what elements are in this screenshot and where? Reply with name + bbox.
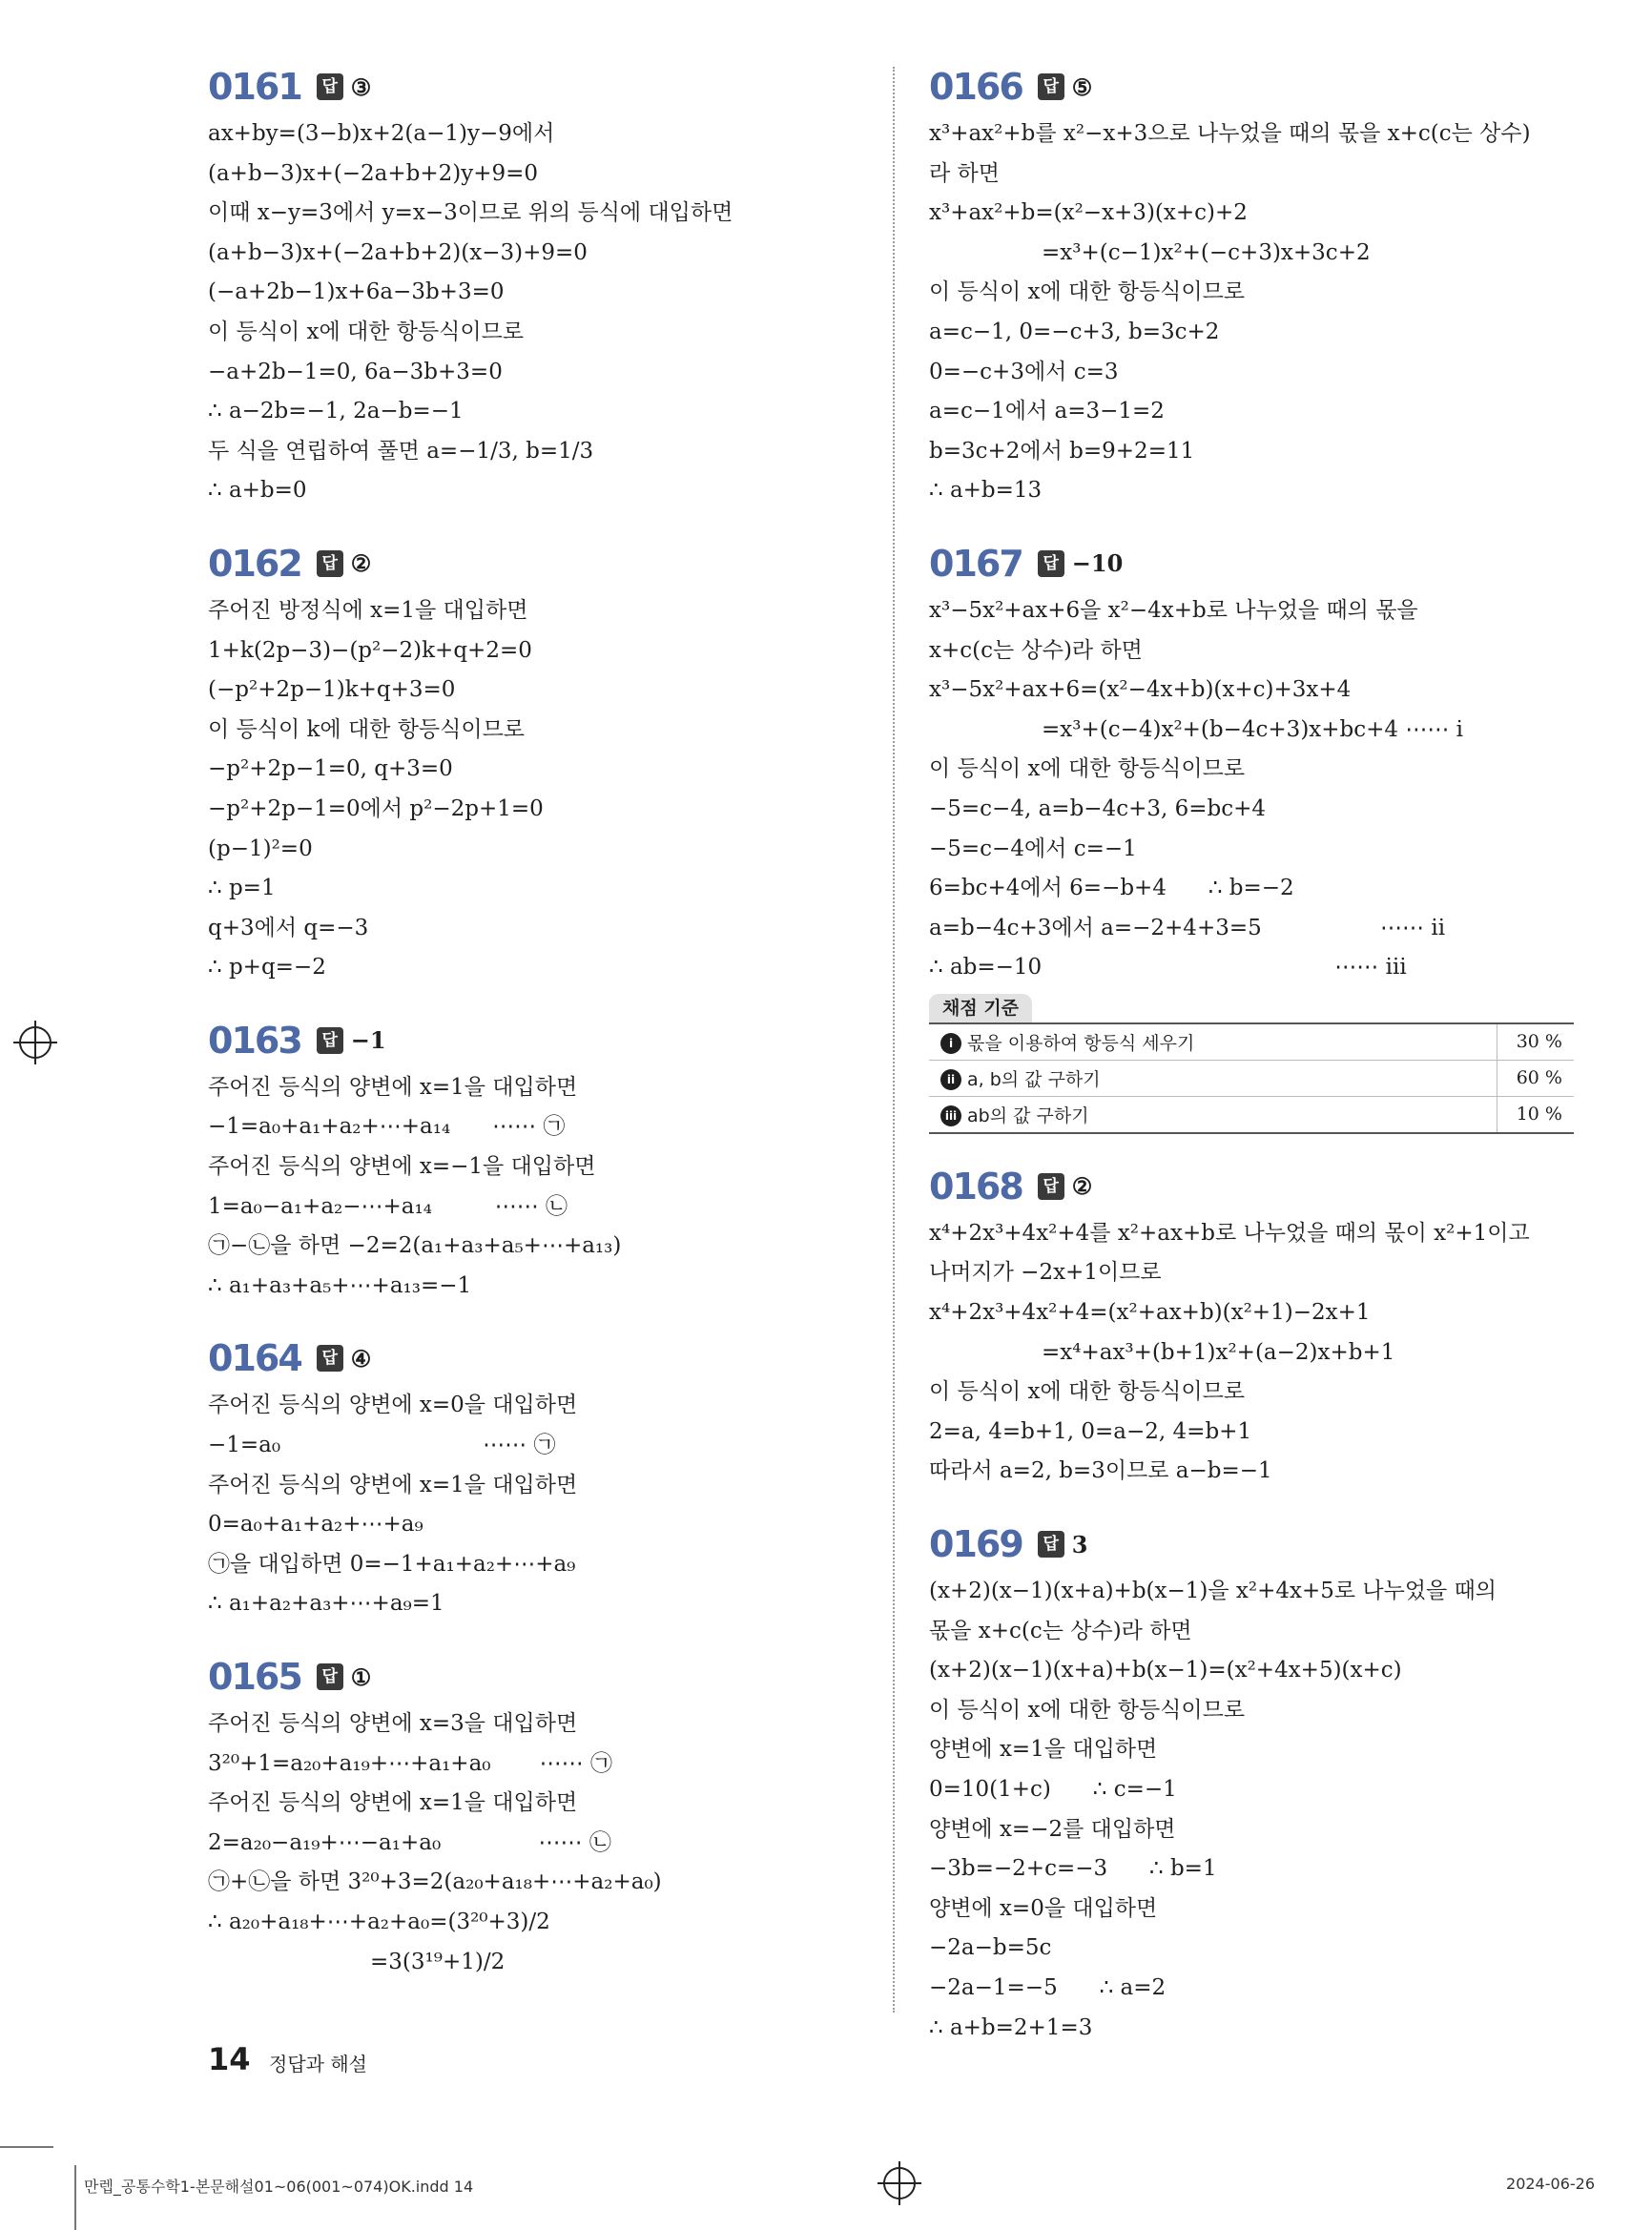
solution-line: ∴ ab=−10 ⋯⋯ ⅲ	[929, 955, 1407, 981]
solution-line: 양변에 x=1을 대입하면	[929, 1737, 1158, 1763]
page-number: 14	[208, 2041, 251, 2077]
solution-line: 주어진 등식의 양변에 x=1을 대입하면	[208, 1074, 578, 1100]
solution-line: x+c(c는 상수)라 하면	[929, 637, 1143, 663]
solution-line: 이 등식이 k에 대한 항등식이므로	[208, 716, 526, 742]
grading-percent: 60 %	[1497, 1060, 1575, 1096]
answer: ④	[350, 1344, 372, 1373]
grading-table	[929, 1022, 1574, 1134]
problem-number: 0163	[208, 1019, 301, 1062]
problem-number: 0168	[929, 1165, 1022, 1208]
grading-criterion	[929, 1096, 1497, 1133]
answer: ②	[1071, 1172, 1093, 1201]
answer-tag: 답	[1038, 1173, 1064, 1200]
solution-line: (x+2)(x−1)(x+a)+b(x−1)을 x²+4x+5로 나누었을 때의	[929, 1579, 1497, 1604]
problem-number: 0169	[929, 1523, 1022, 1566]
problem-0164	[208, 1331, 895, 1624]
solution-line: b=3c+2에서 b=9+2=11	[929, 438, 1195, 464]
solution-line: (a+b−3)x+(−2a+b+2)(x−3)+9=0	[208, 239, 588, 265]
grading-row	[929, 1096, 1574, 1133]
problem-0168	[929, 1159, 1578, 1492]
solution-line: 라 하면	[929, 160, 1000, 186]
solution-line: −5=c−4에서 c=−1	[929, 836, 1137, 861]
solution-line: 2=a₂₀−a₁₉+⋯−a₁+a₀ ⋯⋯ ㉡	[208, 1829, 611, 1855]
solution-line: ∴ p+q=−2	[208, 955, 326, 981]
grading-title: 채점 기준	[929, 994, 1032, 1022]
solution-line: −1=a₀+a₁+a₂+⋯+a₁₄ ⋯⋯ ㉠	[208, 1114, 566, 1140]
registration-mark-icon	[19, 1026, 52, 1059]
solution-line: −a+2b−1=0, 6a−3b+3=0	[208, 359, 503, 384]
solution-line: 양변에 x=0을 대입하면	[929, 1895, 1158, 1921]
problem-0166	[929, 59, 1578, 511]
answer: ⑤	[1071, 72, 1093, 101]
step-badge-icon: iii	[940, 1105, 961, 1126]
grading-label: a, b의 값 구하기	[967, 1068, 1101, 1090]
solution-line: x³−5x²+ax+6=(x²−4x+b)(x+c)+3x+4	[929, 677, 1352, 703]
problem-0161	[208, 59, 895, 511]
solution-line: x³−5x²+ax+6을 x²−4x+b로 나누었을 때의 몫을	[929, 597, 1418, 623]
grading-criterion	[929, 1060, 1497, 1096]
solution-line: 0=10(1+c) ∴ c=−1	[929, 1777, 1177, 1802]
answer-tag: 답	[317, 1345, 343, 1372]
grading-row	[929, 1023, 1574, 1061]
answer: ③	[350, 72, 372, 101]
solution-line: =x³+(c−1)x²+(−c+3)x+3c+2	[1042, 239, 1371, 265]
solution-line: ∴ a₂₀+a₁₈+⋯+a₂+a₀=(3²⁰+3)/2	[208, 1909, 550, 1934]
answer: ②	[350, 549, 372, 578]
solution-line: ∴ a−2b=−1, 2a−b=−1	[208, 399, 464, 424]
solution-line: x³+ax²+b=(x²−x+3)(x+c)+2	[929, 200, 1248, 226]
solution-line: −3b=−2+c=−3 ∴ b=1	[929, 1856, 1217, 1882]
solution-line: −p²+2p−1=0에서 p²−2p+1=0	[208, 795, 544, 821]
solution-line: 6=bc+4에서 6=−b+4 ∴ b=−2	[929, 876, 1294, 901]
solution-line: 0=−c+3에서 c=3	[929, 359, 1119, 384]
solution-line: a=b−4c+3에서 a=−2+4+3=5 ⋯⋯ ⅱ	[929, 915, 1446, 940]
grading-criterion	[929, 1023, 1497, 1061]
problem-header	[208, 1013, 895, 1068]
problem-number: 0164	[208, 1337, 301, 1380]
answer: −10	[1071, 549, 1124, 578]
solution-line: ∴ a+b=2+1=3	[929, 2014, 1093, 2040]
answer-tag: 답	[317, 1027, 343, 1054]
problem-header	[208, 1649, 895, 1704]
problem-header	[929, 1517, 1578, 1572]
problem-number: 0165	[208, 1656, 301, 1698]
solution-line: 주어진 등식의 양변에 x=1을 대입하면	[208, 1790, 578, 1816]
solution-line: 이 등식이 x에 대한 항등식이므로	[929, 1379, 1246, 1405]
solution-line: 주어진 등식의 양변에 x=−1을 대입하면	[208, 1154, 596, 1180]
problem-0167	[929, 536, 1578, 1134]
solution-line: −p²+2p−1=0, q+3=0	[208, 756, 453, 782]
problem-header	[208, 59, 895, 114]
solution-line: 나머지가 −2x+1이므로	[929, 1260, 1162, 1286]
answer: 3	[1071, 1530, 1088, 1559]
step-badge-icon: ii	[940, 1069, 961, 1090]
problem-0165	[208, 1649, 895, 1982]
problem-0169	[929, 1517, 1578, 2048]
problem-number: 0167	[929, 542, 1022, 585]
solution-line: (p−1)²=0	[208, 836, 313, 861]
file-slug: 만렙_공통수학1-본문해설01~06(001~074)OK.indd 14	[84, 2178, 474, 2196]
solution-line: −2a−1=−5 ∴ a=2	[929, 1974, 1167, 2000]
grading-percent: 30 %	[1497, 1023, 1575, 1061]
problem-header	[929, 59, 1578, 114]
answer-tag: 답	[317, 1663, 343, 1690]
solution-line: ∴ p=1	[208, 876, 276, 901]
solution-line: 0=a₀+a₁+a₂+⋯+a₉	[208, 1512, 423, 1538]
grading-row	[929, 1060, 1574, 1096]
answer-tag: 답	[317, 550, 343, 577]
solution-line: 1=a₀−a₁+a₂−⋯+a₁₄ ⋯⋯ ㉡	[208, 1193, 568, 1219]
solution-line: ∴ a+b=13	[929, 478, 1043, 504]
solution-line: ㉠을 대입하면 0=−1+a₁+a₂+⋯+a₉	[208, 1551, 576, 1577]
solution-line: −5=c−4, a=b−4c+3, 6=bc+4	[929, 795, 1267, 821]
solution-line: 따라서 a=2, b=3이므로 a−b=−1	[929, 1458, 1272, 1484]
solution-line: 이 등식이 x에 대한 항등식이므로	[929, 1697, 1246, 1723]
grading-criteria	[929, 994, 1574, 1134]
solution-line: 이때 x−y=3에서 y=x−3이므로 위의 등식에 대입하면	[208, 200, 733, 226]
problem-0162	[208, 536, 895, 988]
answer: ①	[350, 1662, 372, 1691]
solution-line: ax+by=(3−b)x+2(a−1)y−9에서	[208, 121, 555, 146]
solution-line: (−a+2b−1)x+6a−3b+3=0	[208, 279, 505, 305]
solution-line: x³+ax²+b를 x²−x+3으로 나누었을 때의 몫을 x+c(c는 상수)	[929, 121, 1531, 146]
solution-line: 이 등식이 x에 대한 항등식이므로	[208, 319, 525, 344]
solution-line: ∴ a₁+a₃+a₅+⋯+a₁₃=−1	[208, 1272, 472, 1298]
problem-header	[929, 536, 1578, 591]
answer-tag: 답	[1038, 73, 1064, 100]
solution-line: a=c−1에서 a=3−1=2	[929, 399, 1165, 424]
crop-mark	[74, 2165, 76, 2230]
problem-number: 0166	[929, 66, 1022, 108]
solution-line: 두 식을 연립하여 풀면 a=−1/3, b=1/3	[208, 438, 594, 464]
solution-line: 1+k(2p−3)−(p²−2)k+q+2=0	[208, 637, 532, 663]
solution-line: =x⁴+ax³+(b+1)x²+(a−2)x+b+1	[1042, 1339, 1395, 1365]
solution-line: ㉠−㉡을 하면 −2=2(a₁+a₃+a₅+⋯+a₁₃)	[208, 1233, 622, 1259]
solution-line: 양변에 x=−2를 대입하면	[929, 1816, 1176, 1842]
section-label: 정답과 해설	[269, 2053, 367, 2075]
solution-line: 주어진 등식의 양변에 x=1을 대입하면	[208, 1472, 578, 1497]
solution-line: =3(3¹⁹+1)/2	[370, 1949, 506, 1974]
solution-line: 주어진 방정식에 x=1을 대입하면	[208, 597, 528, 623]
grading-label: 몫을 이용하여 항등식 세우기	[967, 1032, 1195, 1054]
grading-percent: 10 %	[1497, 1096, 1575, 1133]
solution-line: −1=a₀ ⋯⋯ ㉠	[208, 1433, 556, 1458]
solution-line: 이 등식이 x에 대한 항등식이므로	[929, 756, 1246, 782]
registration-mark-icon	[883, 2167, 916, 2199]
solution-line: −2a−b=5c	[929, 1935, 1052, 1961]
right-column	[929, 59, 1578, 2073]
solution-line: 2=a, 4=b+1, 0=a−2, 4=b+1	[929, 1418, 1252, 1444]
grading-label: ab의 값 구하기	[967, 1105, 1089, 1126]
solution-line: ∴ a+b=0	[208, 478, 307, 504]
answer-tag: 답	[1038, 1531, 1064, 1558]
step-badge-icon: i	[940, 1033, 961, 1054]
solution-line: (a+b−3)x+(−2a+b+2)y+9=0	[208, 160, 539, 186]
print-date: 2024-06-26	[1506, 2175, 1595, 2193]
solution-line: =x³+(c−4)x²+(b−4c+3)x+bc+4 ⋯⋯ ⅰ	[1042, 716, 1464, 742]
left-column	[208, 59, 895, 2007]
solution-line: 3²⁰+1=a₂₀+a₁₉+⋯+a₁+a₀ ⋯⋯ ㉠	[208, 1750, 612, 1776]
problem-number: 0161	[208, 66, 301, 108]
solution-line: ㉠+㉡을 하면 3²⁰+3=2(a₂₀+a₁₈+⋯+a₂+a₀)	[208, 1869, 662, 1895]
solution-line: x⁴+2x³+4x²+4=(x²+ax+b)(x²+1)−2x+1	[929, 1300, 1371, 1326]
answer-tag: 답	[317, 73, 343, 100]
solution-line: (−p²+2p−1)k+q+3=0	[208, 677, 456, 703]
solution-line: ∴ a₁+a₂+a₃+⋯+a₉=1	[208, 1591, 444, 1617]
problem-header	[208, 536, 895, 591]
solution-line: q+3에서 q=−3	[208, 915, 369, 940]
solution-line: 이 등식이 x에 대한 항등식이므로	[929, 279, 1246, 305]
problem-0163	[208, 1013, 895, 1307]
problem-header	[208, 1331, 895, 1386]
answer-tag: 답	[1038, 550, 1064, 577]
problem-number: 0162	[208, 542, 301, 585]
solution-line: 몫을 x+c(c는 상수)라 하면	[929, 1618, 1192, 1643]
solution-line: (x+2)(x−1)(x+a)+b(x−1)=(x²+4x+5)(x+c)	[929, 1658, 1402, 1683]
problem-header	[929, 1159, 1578, 1214]
crop-mark	[0, 2146, 53, 2148]
solution-line: a=c−1, 0=−c+3, b=3c+2	[929, 319, 1220, 344]
solution-line: 주어진 등식의 양변에 x=3을 대입하면	[208, 1711, 578, 1736]
solution-line: x⁴+2x³+4x²+4를 x²+ax+b로 나누었을 때의 몫이 x²+1이고	[929, 1220, 1530, 1246]
answer: −1	[350, 1026, 386, 1055]
solution-line: 주어진 등식의 양변에 x=0을 대입하면	[208, 1393, 578, 1418]
